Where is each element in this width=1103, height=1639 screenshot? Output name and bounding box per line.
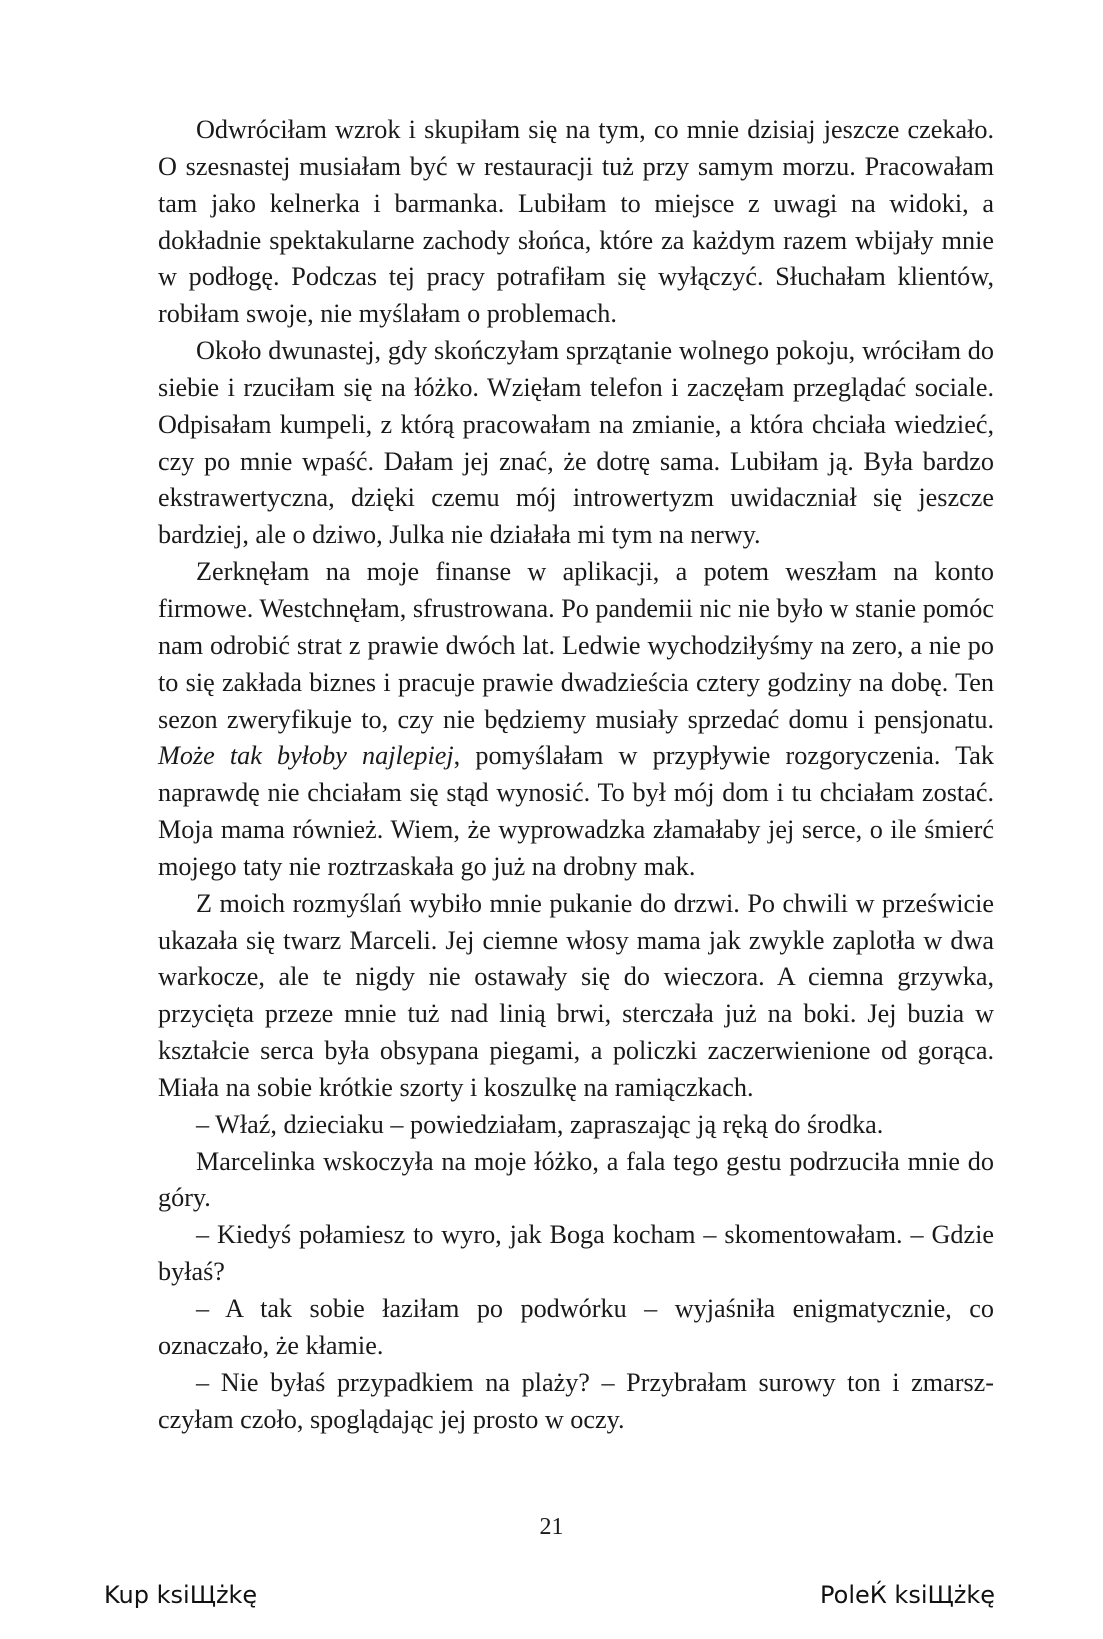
paragraph	[158, 554, 994, 886]
dialogue-line: – Nie byłaś przypadkiem na plaży? – Przybrałam surowy ton i zmarszczyłam czoło, spoglądając jej prosto w oczy.	[158, 1367, 994, 1434]
recommend-book-link[interactable]: PoleЌ ksiЩżkę	[820, 1581, 995, 1609]
paragraph-text: , pomyślałam w przypływie rozgoryczenia. Tak naprawdę nie chciałam się stąd wynosić. To był mój dom i tu chciałam zostać. Moja mama również. Wiem, że wyprowadzka złamałaby jej serce, o ile śmierć mojego taty nie roztrzaskała go już na drobny mak.	[158, 741, 994, 881]
italic-thought: Może tak byłoby najlepiej	[158, 741, 454, 771]
paragraph: Odwróciłam wzrok i skupiłam się na tym, co mnie dzisiaj jeszcze czekało. O szesnastej musiałam być w restauracji tuż przy samym morzu. Pracowałam tam jako kelnerka i barmanka. Lubiłam to miejsce z uwagi na widoki, a dokładnie spektakularne zachody słońca, które za każdym razem wbijały mnie w podłogę. Podczas tej pracy potrafiłam się wyłączyć. Słuchałam klientów, robiłam swoje, nie myślałam o problemach.	[158, 115, 994, 329]
paragraph: Marcelinka wskoczyła na moje łóżko, a fala tego gestu podrzuciła mnie do góry.	[158, 1146, 994, 1213]
buy-book-link[interactable]: Kup ksiЩżkę	[104, 1581, 258, 1609]
paragraph: Z moich rozmyślań wybiło mnie pukanie do drzwi. Po chwili w prześwicie ukazała się twarz Marceli. Jej ciemne włosy mama jak zwykle zaplotła w dwa warkocze, ale te nigdy nie ostawały się do wieczora. A ciemna grzywka, przycięta przeze mnie tuż nad linią brwi, sterczała już na boki. Jej buzia w kształcie serca była obsypana piegami, a policzki zaczerwienione od gorąca. Miała na sobie krótkie szorty i koszulkę na ramiączkach.	[158, 888, 994, 1102]
paragraph: Około dwunastej, gdy skończyłam sprzątanie wolnego pokoju, wróciłam do siebie i rzuciłam się na łóżko. Wzięłam telefon i zaczęłam przeglądać sociale. Odpisałam kumpeli, z którą pracowałam na zmianie, a która chciała wiedzieć, czy po mnie wpaść. Dałam jej znać, że dotrę sama. Lubiłam ją. Była bardzo ekstrawertyczna, dzięki czemu mój introwertyzm uwidaczniał się jeszcze bardziej, ale o dziwo, Julka nie działała mi tym na nerwy.	[158, 336, 994, 550]
dialogue-line: – Kiedyś połamiesz to wyro, jak Boga kocham – skomentowałam. – Gdzie byłaś?	[158, 1220, 994, 1287]
dialogue-line: – Właź, dzieciaku – powiedziałam, zapraszając ją ręką do środka.	[196, 1109, 884, 1139]
body-text	[158, 112, 994, 1438]
dialogue-line: – A tak sobie łaziłam po podwórku – wyjaśniła enigmatycznie, co oznaczało, że kłamie.	[158, 1294, 994, 1360]
paragraph-text: Zerknęłam na moje finanse w aplikacji, a potem weszłam na konto firmowe. Westchnęłam, sfrustrowana. Po pandemii nic nie było w stanie pomóc nam odrobić strat z prawie dwóch lat. Ledwie wychodziłyśmy na zero, a nie po to się zakłada biznes i pracuje prawie dwadzieścia cztery godziny na dobę. Ten sezon zweryfikuje to, czy nie będziemy musiały sprzedać domu i pensjonatu.	[158, 557, 994, 734]
page-number: 21	[539, 1514, 564, 1540]
